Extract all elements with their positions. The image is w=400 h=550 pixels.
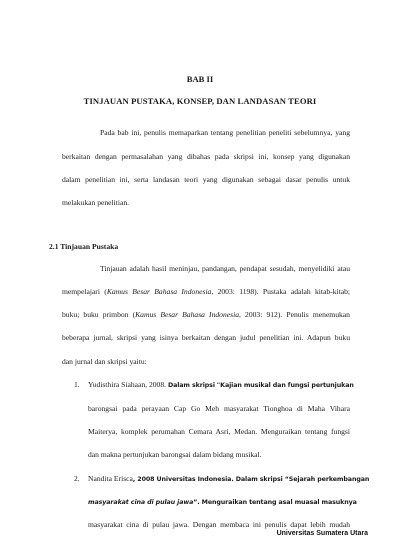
intro-line: dalam penelitian ini, serta landasan teori yang digunakan sebagai dasar penulis untuk [62,175,350,184]
chapter-heading: BAB II [186,74,214,84]
intro-line: melakukan penelitian. [62,198,130,207]
intro-line: Pada bab ini, penulis memaparkan tentang penelitian peneliti sebelumnya, yang [100,128,350,137]
paragraph-line: buku; buku primbon (Kamus Besar Bahasa Indonesia, 2003: 912). Penulis menemukan [62,310,350,319]
list-item-line: masyarakat cina di pulau jawa. Dengan membaca ini penulis dapat lebih mudah [88,520,350,529]
list-item-line: Nandita Erisca, 2008 Universitas Indonesia. Dalam skripsi “Sejarah perkembangan [88,474,370,483]
list-item-line: masyarakat cina di pulau jawa”. Menguraikan tentang asal muasal masuknya [88,499,357,506]
footer-institution: Universitas Sumatera Utara [276,530,368,537]
paragraph-line: dan jurnal dan skripsi yaitu: [62,357,147,366]
list-number: 2. [74,474,80,483]
chapter-title: TINJAUAN PUSTAKA, KONSEP, DAN LANDASAN TEORI [83,96,317,106]
list-item-line: barongsai pada perayaan Cap Go Meh masyarakat Tionghoa di Maha Vihara [88,404,350,413]
list-item-line: dan makna pertunjukan barongsai dalam bidang musikal. [88,450,262,459]
paragraph-line: beberapa jurnal, skripsi yang isinya berkaitan dengan judul penelitian ini. Adapun buku [62,333,350,342]
list-item-line: Maiterya, komplek perumahan Cemara Asri, Medan. Menguraikan tentang fungsi [88,427,350,436]
intro-line: berkaitan dengan permasalahan yang dibahas pada skripsi ini, konsep yang digunakan [62,152,350,161]
section-heading: 2.1 Tinjauan Pustaka [49,242,119,251]
paragraph-line: Tinjauan adalah hasil meninjau, pandangan, pendapat sesudah, menyelidiki atau [100,264,350,273]
paragraph-line: mempelajari (Kamus Besar Bahasa Indonesia, 2003: 1198). Pustaka adalah kitab-kitab; [62,287,350,296]
list-item-line: Yudisthira Siahaan, 2008. Dalam skripsi “Kajian musikal dan fungsi pertunjukan [88,380,354,389]
list-number: 1. [74,380,80,389]
